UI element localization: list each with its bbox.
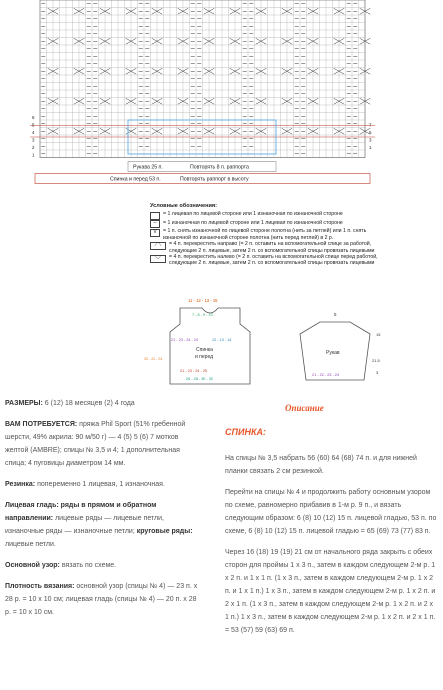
- row-number-left: 1: [32, 152, 35, 158]
- legend-item: – = 1 изнаночная по лицевой стороне или 1 лицевая по изнаночной стороне: [150, 220, 390, 229]
- materials-paragraph: ВАМ ПОТРЕБУЕТСЯ: пряжа Phil Sport (51% гребенной шерсти, 49% акрила: 90 м/50 г) — 4 (5) 5 (6) 7 мотков желтой (AMBRE); спицы № 3,5 и 4; 1 дополнительная спица; 4 пуговицы диаметром 14 мм.: [5, 421, 186, 467]
- sleeve-height-measure: 21,5: [372, 358, 380, 363]
- inner-measure-b: 12 - 13 - 14: [212, 338, 232, 342]
- rib-paragraph: Резинка: попеременно 1 лицевая, 1 изнаночная.: [5, 481, 165, 488]
- sleeve-side-measure: 15: [376, 332, 381, 337]
- row-number-right: 5: [369, 130, 372, 135]
- legend-item: = 1 лицевая по лицевой стороне или 1 изнаночная по изнаночной стороне: [150, 211, 390, 220]
- back-front-count-label: Спинка и перед 53 п.: [110, 176, 161, 183]
- repeat-label: Повторять 8 п. раппорта: [190, 164, 249, 171]
- row-number-right: 1: [369, 145, 372, 150]
- description-paragraph: Перейти на спицы № 4 и продолжить работу основным узором по схеме, равномерно прибавив в 1-м р. 9 п., и вязать следующим образом: 6 (8) 10 (12) 15 п. лицевой гладью, 53 п. по схеме, 6 (8) 10 (12) 15 п. лицевой гладью = 65 (69) 73 (77) 83 п.: [225, 489, 437, 535]
- slip-stitch-symbol-icon: V: [150, 229, 160, 237]
- materials-column: [5, 397, 200, 627]
- stockinette-paragraph: Лицевая гладь: ряды в прямом и обратном направлении: лицевые ряды — лицевые петли, изнаночные ряды — изнаночные петли; круговые ряды: лицевые петли.: [5, 502, 193, 548]
- legend-item: V = 1 п. снять изнаночной по лицевой стороне полотна (нить за петлей) или 1 п. снять изнаночной по изнаночной стороне полотна (нить перед петлей) в 2 р.: [150, 228, 390, 241]
- repeat-height-label: Повторять раппорт в высоту: [180, 176, 249, 183]
- row-number-left: 2: [32, 145, 35, 150]
- purl-symbol-icon: –: [150, 220, 160, 228]
- legend-title: Условные обозначения:: [150, 203, 218, 209]
- back-heading: СПИНКА:: [225, 427, 266, 437]
- row-number-left: 6: [32, 115, 35, 120]
- body-label-2: и перед: [195, 354, 214, 360]
- inner-measure-a: 21 - 23 - 24 - 24: [171, 338, 199, 342]
- row-number-left: 5: [32, 122, 35, 128]
- knitting-chart: [32, 0, 400, 200]
- row-number-right: 3: [369, 137, 372, 143]
- legend-item: ⟋⟍ = 4 п. перекрестить направо (= 2 п. оставить на вспомогательной спице за работой, следующие 2 п. лицевые, затем 2 п. со вспомогательной спицы провязать лицевыми: [150, 241, 390, 254]
- bottom-measure: 26 - 28 - 30 - 32: [186, 377, 214, 381]
- description-paragraph: На спицы № 3,5 набрать 56 (60) 64 (68) 74 п. и для нижней планки связать 2 см резинкой.: [225, 455, 417, 475]
- description-column: [225, 452, 437, 645]
- gauge-paragraph: Плотность вязания: основной узор (спицы № 4) — 23 п. х 28 р. = 10 х 10 см; лицевая гладь (спицы № 4) — 20 п. х 28 р. = 10 х 10 см.: [5, 583, 198, 616]
- inner-measure-c: 21 - 23 - 24 - 25: [180, 369, 208, 373]
- sizes-paragraph: РАЗМЕРЫ: 6 (12) 18 месяцев (2) 4 года: [5, 400, 135, 407]
- sleeve-bottom-measure: 21 - 22 - 23 - 24: [312, 373, 340, 377]
- sleeve-count-label: Рукава 25 п.: [133, 164, 163, 171]
- knit-symbol-icon: [150, 212, 160, 220]
- garment-schematics: [140, 296, 390, 388]
- sleeve-top-measure: 5: [334, 312, 337, 317]
- main-pattern-paragraph: Основной узор: вязать по схеме.: [5, 562, 117, 569]
- cable-right-symbol-icon: ⟋⟍: [150, 242, 166, 250]
- sleeve-label: Рукав: [326, 350, 340, 356]
- top-measure: 11 - 12 - 13 - 15: [188, 298, 218, 303]
- legend-item: ⟍⟋ = 4 п. перекрестить налево (= 2 п. оставить на вспомогательной спице перед работой, следующие 2 п. лицевые, затем 2 п. со вспомогательной спицы провязать лицевыми: [150, 254, 390, 267]
- row-number-right: 7: [369, 122, 372, 128]
- description-heading: Описание: [285, 403, 324, 413]
- row-number-left: 4: [32, 130, 35, 135]
- side-measure: 20 - 22 - 24: [144, 357, 163, 361]
- neck-measure: 7 - 8 - 9 - 10: [192, 313, 213, 317]
- description-paragraph: Через 16 (18) 19 (19) 21 см от начального ряда закрыть с обеих сторон для проймы 1 х 3 п., затем в каждом следующем 2-м р. 1 х 2 п. и 1 х 1 п. (1 х 3 п., затем в каждом следующем 2-м р. 1 х 2 п. и 1 х 1 п.) 1 х 3 п., затем в каждом следующем 2-м р. 1 х 2 п. и 2 х 1 п. (1 х 3 п., затем в каждом следующем 2-м р. 1 х 2 п. и 2 х 1 п.) 1 х 3 п., затем в каждом следующем 2-м р. 1 х 2 п. и 2 х 1 п. = 53 (57) 59 (63) 69 п.: [225, 549, 436, 634]
- cable-left-symbol-icon: ⟍⟋: [150, 255, 166, 263]
- legend: [150, 203, 390, 267]
- sleeve-side-measure-2: 3: [376, 370, 379, 375]
- row-number-left: 3: [32, 137, 35, 143]
- body-label: Спинка: [196, 347, 213, 353]
